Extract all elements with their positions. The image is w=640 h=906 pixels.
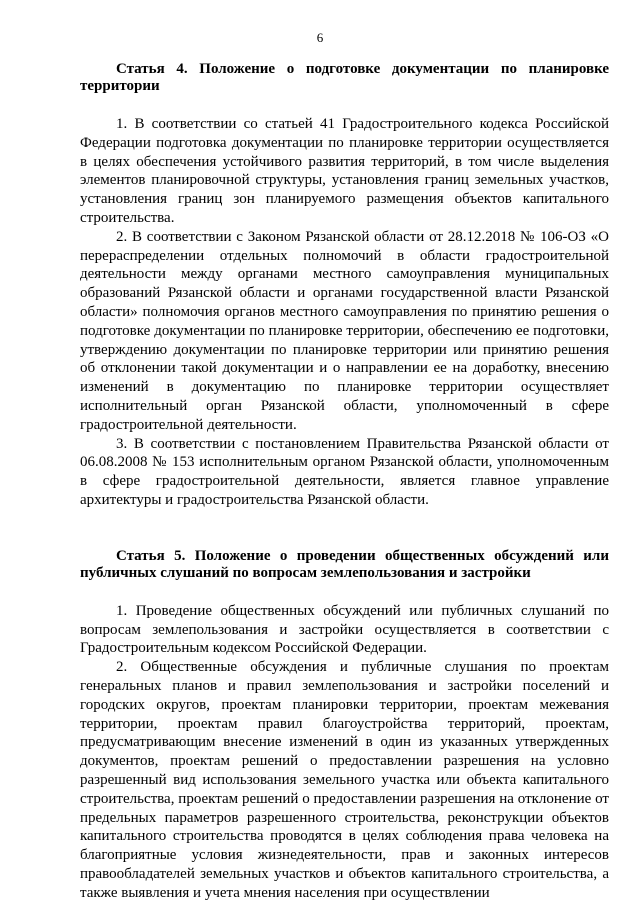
- article-4: [80, 61, 609, 510]
- article-paragraph: 1. Проведение общественных обсуждений или публичных слушаний по вопросам землепользования и застройки осуществляется в соответствии с Градостроительным кодексом Российской Федерации.: [80, 602, 609, 657]
- article-paragraph: 2. Общественные обсуждения и публичные слушания по проектам генеральных планов и правил землепользования и застройки поселений и городских округов, проектам планировки территории, проектам межевания территории, проектам правил благоустройства территорий, проектам, предусматривающим внесение изменений в один из указанных утвержденных документов, проектам решений о предоставлении разрешения на условно разрешенный вид использования земельного участка или объекта капитального строительства, проектам решений о предоставлении разрешения на отклонение от предельных параметров разрешенного строительства, реконструкции объектов капитального строительства проводятся в целях соблюдения права человека на благоприятные условия жизнедеятельности, прав и законных интересов правообладателей земельных участков и объектов капитального строительства, а также выявления и учета мнения населения при осуществлении: [80, 659, 609, 901]
- article-title: Статья 5. Положение о проведении общественных обсуждений или публичных слушаний по вопросам землепользования и застройки: [80, 547, 609, 581]
- article-paragraph: 1. В соответствии со статьей 41 Градостроительного кодекса Российской Федерации подготовка документации по планировке территории осуществляется в целях обеспечения устойчивого развития территорий, в том числе выделения элементов планировочной структуры, установления границ земельных участков, установления границ зон планируемого размещения объектов капитального строительства.: [80, 116, 609, 226]
- article-title: Статья 4. Положение о подготовке документации по планировке территории: [80, 61, 609, 94]
- document-body: [80, 61, 609, 902]
- article-paragraph: 3. В соответствии с постановлением Правительства Рязанской области от 06.08.2008 № 153 исполнительным органом Рязанской области, уполномоченным в сфере градостроительной деятельности, является главное управление архитектуры и градостроительства Рязанской области.: [80, 435, 609, 508]
- article-paragraph: 2. В соответствии с Законом Рязанской области от 28.12.2018 № 106-ОЗ «О перераспределении отдельных полномочий в области градостроительной деятельности между органами местного самоуправления муниципальных образований Рязанской области и органами государственной власти Рязанской области» полномочия органов местного самоуправления по принятию решения о подготовке документации по планировке территории, обеспечению ее подготовки, утверждению документации по планировке территории или принятию решения об отклонении такой документации и о направлении ее на доработку, внесению изменений в документацию по планировке территории осуществляет исполнительный орган Рязанской области, уполномоченный в сфере градостроительной деятельности.: [80, 228, 609, 433]
- article-5: [80, 548, 609, 903]
- page-number: 6: [316, 30, 324, 45]
